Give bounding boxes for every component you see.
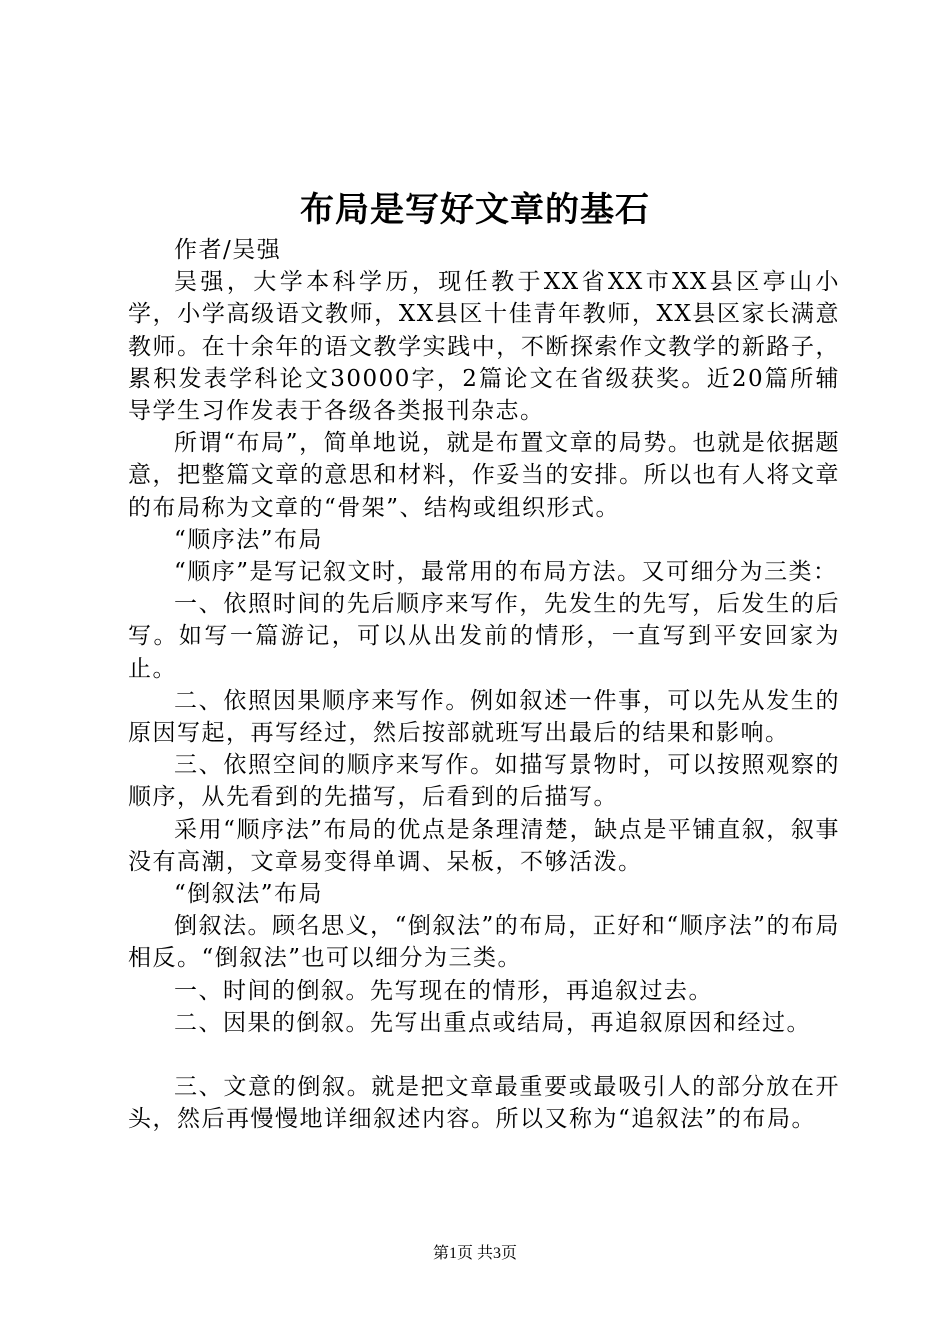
definition-paragraph: 所谓“布局”，简单地说，就是布置文章的局势。也就是依据题意，把整篇文章的意思和材料，作妥当的安排。所以也有人将文章的布局称为文章的“骨架”、结构或组织形式。	[128, 430, 840, 521]
flashback-item-meaning: 三、文意的倒叙。就是把文章最重要或最吸引人的部分放在开头，然后再慢慢地详细叙述内容。所以又称为“追叙法”的布局。	[128, 1074, 840, 1133]
flashback-item-time: 一、时间的倒叙。先写现在的情形，再追叙过去。	[174, 977, 713, 1004]
author-bio-paragraph: 吴强，大学本科学历，现任教于XX省XX市XX县区亭山小学，小学高级语文教师，XX县区十佳青年教师，XX县区家长满意教师。在十余年的语文教学实践中，不断探索作文教学的新路子，累积发表学科论文30000字，2篇论文在省级获奖。近20篇所辅导学生习作发表于各级各类报刊杂志。	[128, 269, 840, 425]
page-footer: 第1页 共3页	[432, 1245, 517, 1262]
author-line: 作者/吴强	[174, 237, 282, 263]
document-title: 布局是写好文章的基石	[300, 190, 650, 230]
flashback-intro-paragraph: 倒叙法。顾名思义，“倒叙法”的布局，正好和“顺序法”的布局相反。“倒叙法”也可以细分为三类。	[128, 913, 840, 972]
sequential-item-time: 一、依照时间的先后顺序来写作，先发生的先写，后发生的后写。如写一篇游记，可以从出发前的情形，一直写到平安回家为止。	[128, 591, 840, 682]
document-body	[128, 234, 840, 1135]
flashback-item-cause: 二、因果的倒叙。先写出重点或结局，再追叙原因和经过。	[174, 1009, 811, 1036]
section-heading-flashback: “倒叙法”布局	[174, 881, 324, 908]
sequential-item-space: 三、依照空间的顺序来写作。如描写景物时，可以按照观察的顺序，从先看到的先描写，后看到的后描写。	[128, 752, 840, 811]
sequential-intro-paragraph: “顺序”是写记叙文时，最常用的布局方法。又可细分为三类：	[174, 559, 838, 586]
section-heading-sequential: “顺序法”布局	[174, 526, 324, 553]
sequential-summary-paragraph: 采用“顺序法”布局的优点是条理清楚，缺点是平铺直叙，叙事没有高潮，文章易变得单调、呆板，不够活泼。	[128, 816, 840, 875]
sequential-item-cause: 二、依照因果顺序来写作。例如叙述一件事，可以先从发生的原因写起，再写经过，然后按部就班写出最后的结果和影响。	[128, 687, 840, 747]
